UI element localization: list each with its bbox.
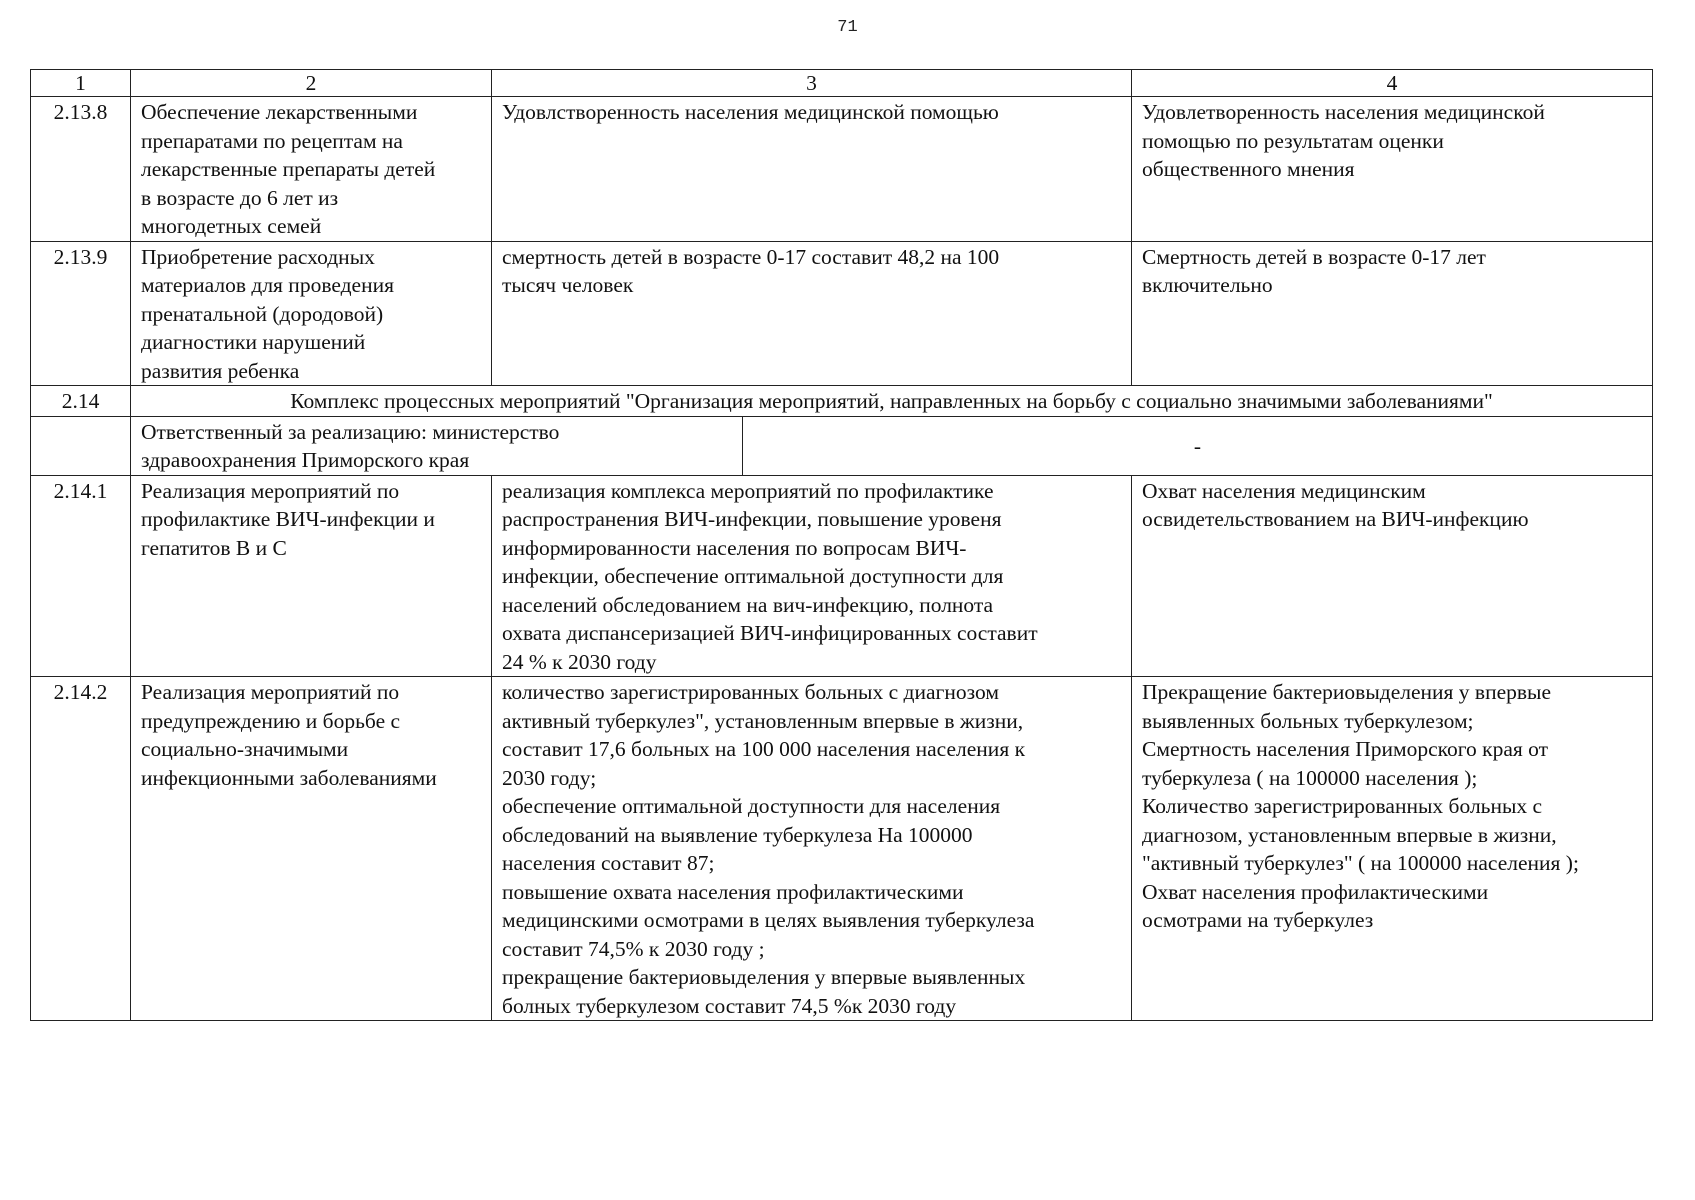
- text-line: количество зарегистрированных больных с диагнозом: [502, 680, 999, 704]
- result-description-cell: [492, 97, 1132, 242]
- text-line: смертность детей в возрасте 0-17 составит 48,2 на 100: [502, 244, 1000, 269]
- complex-title-row: [31, 386, 1653, 417]
- result-description-cell: [492, 677, 1132, 1021]
- text-line: медицинскими осмотрами в целях выявления туберкулеза: [502, 908, 1035, 932]
- text-line: Смертность детей в возрасте 0-17 лет: [1142, 244, 1486, 269]
- column-number-header: [31, 70, 1653, 97]
- measure-name-cell: [131, 677, 492, 1021]
- text-line: выявленных больных туберкулезом;: [1142, 708, 1474, 733]
- text-line: освидетельствованием на ВИЧ-инфекцию: [1142, 507, 1529, 531]
- measure-name-cell: [131, 97, 492, 242]
- text-line: в возрасте до 6 лет из: [141, 185, 339, 210]
- text-line: общественного мнения: [1142, 157, 1355, 181]
- header-cell-4: 4: [1132, 70, 1653, 97]
- text-line: препаратами по рецептам на: [141, 128, 403, 153]
- row-number: 2.14.2: [31, 677, 131, 1021]
- text-line: "активный туберкулез" ( на 100000 населения );: [1142, 851, 1579, 875]
- text-line: туберкулеза ( на 100000 населения );: [1142, 765, 1478, 790]
- header-cell-1: 1: [31, 70, 131, 97]
- header-cell-2: 2: [131, 70, 492, 97]
- text-line: населения составит 87;: [502, 851, 715, 875]
- text-line: Смертность населения Приморского края от: [1142, 737, 1549, 761]
- text-line: Приобретение расходных: [141, 244, 375, 269]
- text-line: развития ребенка: [141, 358, 300, 383]
- text-line: распространения ВИЧ-инфекции, повышение уровеня: [502, 507, 1002, 531]
- text-line: материалов для проведения: [141, 273, 394, 297]
- text-line: Количество зарегистрированных больных с: [1142, 794, 1543, 818]
- header-cell-3: 3: [492, 70, 1132, 97]
- text-line: социально-значимыми: [141, 737, 349, 761]
- text-line: составит 74,5% к 2030 году ;: [502, 936, 765, 961]
- text-line: инфекционными заболеваниями: [141, 765, 437, 790]
- text-line: повышение охвата населения профилактическими: [502, 879, 964, 904]
- result-description-cell: [492, 241, 1132, 386]
- text-line: лекарственные препараты детей: [141, 157, 436, 181]
- table-row: [31, 677, 1653, 1021]
- text-line: здравоохранения Приморского края: [141, 448, 470, 472]
- text-line: Охват населения профилактическими: [1142, 879, 1489, 904]
- text-line: населений обследованием на вич-инфекцию, полнота: [502, 592, 994, 617]
- responsible-label: [131, 416, 743, 475]
- text-line: обследований на выявление туберкулеза На 100000: [502, 822, 973, 847]
- table-row: [31, 475, 1653, 677]
- text-line: Прекращение бактериовыделения у впервые: [1142, 680, 1552, 704]
- text-line: активный туберкулез", установленным впервые в жизни,: [502, 708, 1024, 733]
- text-line: прекращение бактериовыделения у впервые выявленных: [502, 965, 1026, 989]
- text-line: осмотрами на туберкулез: [1142, 908, 1374, 932]
- page-number: 71: [837, 18, 858, 37]
- indicator-cell: [1132, 241, 1653, 386]
- responsible-row: [31, 416, 1653, 475]
- text-line: информированности населения по вопросам ВИЧ-: [502, 535, 967, 560]
- text-line: диагнозом, установленным впервые в жизни,: [1142, 822, 1557, 847]
- text-line: профилактике ВИЧ-инфекции и: [141, 507, 435, 531]
- text-line: обеспечение оптимальной доступности для населения: [502, 794, 1001, 818]
- row-number: 2.13.9: [31, 241, 131, 386]
- text-line: Реализация мероприятий по: [141, 680, 400, 704]
- text-line: диагностики нарушений: [141, 330, 366, 354]
- row-number: 2.13.8: [31, 97, 131, 242]
- indicator-cell: [1132, 475, 1653, 677]
- measures-table: [30, 69, 1653, 1021]
- text-line: инфекции, обеспечение оптимальной доступности для: [502, 564, 1004, 588]
- text-line: Удовлстворенность населения медицинской помощью: [502, 100, 999, 124]
- measure-name-cell: [131, 241, 492, 386]
- result-description-cell: [492, 475, 1132, 677]
- text-line: реализация комплекса мероприятий по профилактике: [502, 478, 994, 503]
- responsible-value: -: [743, 416, 1653, 475]
- indicator-cell: [1132, 677, 1653, 1021]
- text-line: охвата диспансеризацией ВИЧ-инфицированных составит: [502, 621, 1038, 645]
- text-line: тысяч человек: [502, 273, 634, 297]
- text-line: 24 % к 2030 году: [502, 649, 657, 674]
- table-row: [31, 97, 1653, 242]
- text-line: Реализация мероприятий по: [141, 478, 400, 503]
- text-line: 2030 году;: [502, 765, 597, 790]
- text-line: Охват населения медицинским: [1142, 478, 1426, 503]
- table-row: [31, 241, 1653, 386]
- text-line: составит 17,6 больных на 100 000 населения населения к: [502, 737, 1026, 761]
- text-line: многодетных семей: [141, 214, 322, 238]
- text-line: включительно: [1142, 273, 1273, 297]
- empty-cell: [31, 416, 131, 475]
- text-line: пренатальной (дородовой): [141, 301, 384, 326]
- text-line: Ответственный за реализацию: министерство: [141, 419, 560, 444]
- text-line: предупреждению и борьбе с: [141, 708, 401, 733]
- indicator-cell: [1132, 97, 1653, 242]
- text-line: помощью по результатам оценки: [1142, 128, 1444, 153]
- text-line: гепатитов В и С: [141, 535, 287, 560]
- text-line: Удовлетворенность населения медицинской: [1142, 100, 1545, 124]
- text-line: Обеспечение лекарственными: [141, 100, 418, 124]
- complex-title: Комплекс процессных мероприятий "Организация мероприятий, направленных на борьбу с социально значимыми заболеваниями": [131, 386, 1653, 417]
- row-number: 2.14: [31, 386, 131, 417]
- measure-name-cell: [131, 475, 492, 677]
- row-number: 2.14.1: [31, 475, 131, 677]
- text-line: болных туберкулезом составит 74,5 %к 2030 году: [502, 993, 957, 1018]
